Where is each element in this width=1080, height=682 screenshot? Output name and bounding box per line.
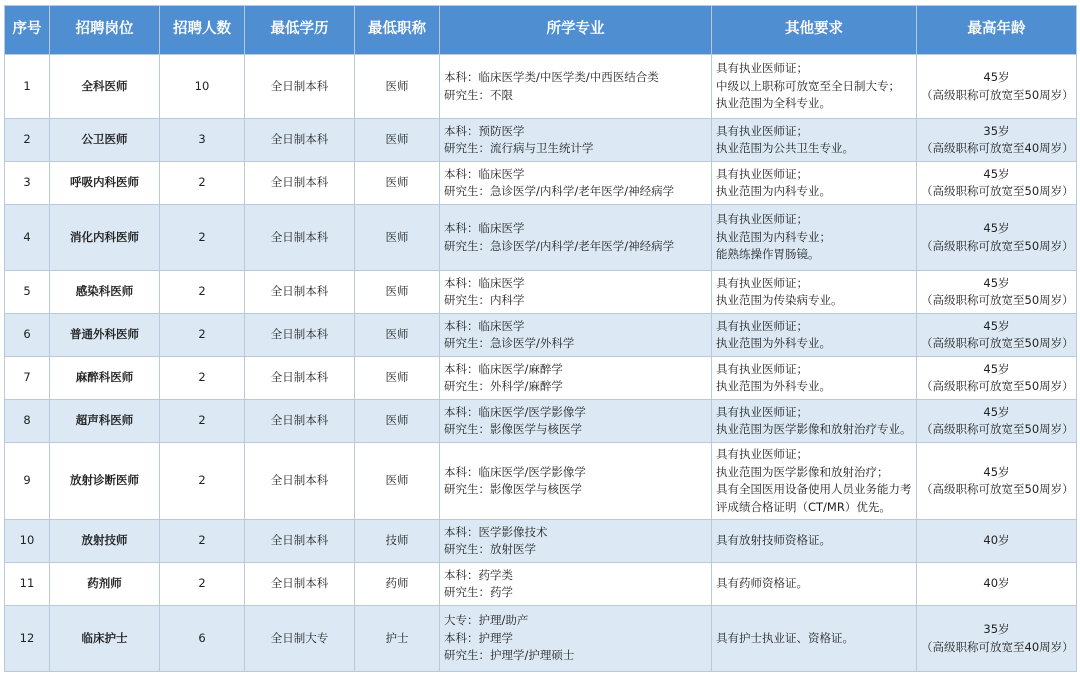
requirement-line: 具有执业医师证；	[716, 361, 808, 376]
age-line: （高级职称可放宽至50周岁）	[921, 87, 1074, 102]
major-line: 本科：临床医学/医学影像学	[444, 404, 586, 419]
age-line: 45岁	[983, 464, 1010, 479]
hire-count: 2	[160, 271, 245, 314]
age-line: 35岁	[983, 622, 1010, 636]
major-line: 本科：药学类	[444, 567, 513, 582]
min-education: 全日制本科	[245, 357, 355, 400]
table-row	[5, 357, 1077, 400]
age-line: （高级职称可放宽至50周岁）	[921, 422, 1074, 436]
age-line: 45岁	[983, 318, 1010, 333]
min-title: 医师	[355, 271, 440, 314]
row-index: 8	[5, 400, 50, 443]
requirement-line: 具有执业医师证；	[716, 404, 808, 419]
min-education: 全日制本科	[245, 443, 355, 520]
major-line: 本科：临床医学	[444, 221, 525, 235]
major-line: 本科：临床医学/麻醉学	[444, 361, 563, 376]
major-line: 研究生：急诊医学/外科学	[444, 336, 575, 350]
major-line: 研究生：内科学	[444, 293, 525, 307]
requirement-line: 执业范围为公共卫生专业。	[716, 141, 854, 155]
max-age-cell	[917, 119, 1077, 162]
major-line: 研究生：药学	[444, 585, 513, 599]
major-cell	[440, 314, 712, 357]
table-row	[5, 443, 1077, 520]
hire-count: 10	[160, 55, 245, 119]
max-age-cell	[917, 205, 1077, 271]
major-line: 大专：护理/助产	[444, 613, 529, 628]
max-age-cell	[917, 606, 1077, 672]
major-line: 本科：预防医学	[444, 123, 525, 138]
position-name: 放射技师	[50, 520, 160, 563]
other-requirements-cell	[712, 119, 917, 162]
hire-count: 2	[160, 357, 245, 400]
position-name: 普通外科医师	[50, 314, 160, 357]
hire-count: 2	[160, 205, 245, 271]
other-requirements-cell	[712, 357, 917, 400]
min-education: 全日制大专	[245, 606, 355, 672]
other-requirements-cell	[712, 205, 917, 271]
header-index: 序号	[5, 6, 50, 55]
major-line: 本科：临床医学/医学影像学	[444, 464, 586, 479]
major-line: 研究生：放射医学	[444, 542, 536, 556]
requirement-line: 执业范围为全科专业。	[716, 96, 831, 111]
min-education: 全日制本科	[245, 400, 355, 443]
major-cell	[440, 55, 712, 119]
age-line: 45岁	[983, 70, 1010, 84]
requirement-line: 具有执业医师证；	[716, 166, 808, 181]
min-title: 医师	[355, 55, 440, 119]
requirement-line: 具有执业医师证；	[716, 447, 808, 461]
min-title: 医师	[355, 314, 440, 357]
min-education: 全日制本科	[245, 162, 355, 205]
requirement-line: 能熟练操作胃肠镜。	[716, 247, 820, 262]
min-title: 医师	[355, 443, 440, 520]
min-education: 全日制本科	[245, 563, 355, 606]
min-title: 药师	[355, 563, 440, 606]
min-title: 医师	[355, 162, 440, 205]
requirement-line: 具有执业医师证；	[716, 318, 808, 333]
other-requirements-cell	[712, 314, 917, 357]
table-row	[5, 563, 1077, 606]
age-line: 45岁	[983, 404, 1010, 419]
major-cell	[440, 162, 712, 205]
requirement-line: 具有药师资格证。	[716, 576, 808, 591]
major-line: 本科：护理学	[444, 630, 513, 645]
row-index: 6	[5, 314, 50, 357]
requirement-line: 评成绩合格证明（CT/MR）优先。	[716, 499, 891, 514]
position-name: 呼吸内科医师	[50, 162, 160, 205]
hire-count: 2	[160, 400, 245, 443]
table-row	[5, 400, 1077, 443]
min-education: 全日制本科	[245, 271, 355, 314]
row-index: 3	[5, 162, 50, 205]
hire-count: 2	[160, 314, 245, 357]
requirement-line: 执业范围为医学影像和放射治疗；	[716, 464, 889, 479]
major-cell	[440, 400, 712, 443]
table-row	[5, 162, 1077, 205]
major-line: 本科：临床医学	[444, 166, 525, 181]
row-index: 7	[5, 357, 50, 400]
header-position: 招聘岗位	[50, 6, 160, 55]
table-row	[5, 271, 1077, 314]
requirement-line: 具有执业医师证；	[716, 123, 808, 138]
age-line: （高级职称可放宽至40周岁）	[921, 639, 1074, 654]
major-line: 研究生：护理学/护理硕士	[444, 648, 575, 663]
requirement-line: 执业范围为外科专业。	[716, 336, 831, 350]
row-index: 9	[5, 443, 50, 520]
age-line: 45岁	[983, 361, 1010, 376]
age-line: （高级职称可放宽至40周岁）	[921, 141, 1074, 155]
min-title: 医师	[355, 205, 440, 271]
position-name: 药剂师	[50, 563, 160, 606]
major-cell	[440, 606, 712, 672]
other-requirements-cell	[712, 520, 917, 563]
max-age-cell	[917, 520, 1077, 563]
position-name: 感染科医师	[50, 271, 160, 314]
max-age-cell	[917, 55, 1077, 119]
major-cell	[440, 563, 712, 606]
header-count: 招聘人数	[160, 6, 245, 55]
hire-count: 6	[160, 606, 245, 672]
other-requirements-cell	[712, 563, 917, 606]
header-title: 最低职称	[355, 6, 440, 55]
major-line: 本科：临床医学	[444, 275, 525, 290]
major-line: 研究生：影像医学与核医学	[444, 482, 582, 496]
major-cell	[440, 271, 712, 314]
min-education: 全日制本科	[245, 314, 355, 357]
age-line: 40岁	[983, 533, 1010, 548]
requirement-line: 具有执业医师证；	[716, 61, 808, 76]
position-name: 放射诊断医师	[50, 443, 160, 520]
table-row	[5, 606, 1077, 672]
header-education: 最低学历	[245, 6, 355, 55]
header-row	[5, 6, 1077, 55]
major-line: 本科：医学影像技术	[444, 524, 548, 539]
max-age-cell	[917, 563, 1077, 606]
other-requirements-cell	[712, 162, 917, 205]
min-title: 医师	[355, 400, 440, 443]
row-index: 1	[5, 55, 50, 119]
major-line: 本科：临床医学类/中医学类/中西医结合类	[444, 70, 659, 84]
row-index: 10	[5, 520, 50, 563]
major-cell	[440, 119, 712, 162]
hire-count: 2	[160, 563, 245, 606]
age-line: （高级职称可放宽至50周岁）	[921, 238, 1074, 253]
other-requirements-cell	[712, 271, 917, 314]
hire-count: 2	[160, 443, 245, 520]
max-age-cell	[917, 271, 1077, 314]
requirement-line: 执业范围为外科专业。	[716, 379, 831, 393]
max-age-cell	[917, 443, 1077, 520]
age-line: 35岁	[983, 123, 1010, 138]
min-education: 全日制本科	[245, 205, 355, 271]
other-requirements-cell	[712, 443, 917, 520]
recruitment-table	[4, 5, 1077, 672]
major-line: 研究生：急诊医学/内科学/老年医学/神经病学	[444, 184, 675, 198]
position-name: 消化内科医师	[50, 205, 160, 271]
requirement-line: 执业范围为传染病专业。	[716, 293, 843, 307]
requirement-line: 具有全国医用设备使用人员业务能力考	[716, 482, 912, 496]
header-major: 所学专业	[440, 6, 712, 55]
position-name: 公卫医师	[50, 119, 160, 162]
max-age-cell	[917, 314, 1077, 357]
position-name: 临床护士	[50, 606, 160, 672]
min-education: 全日制本科	[245, 119, 355, 162]
other-requirements-cell	[712, 55, 917, 119]
min-title: 护士	[355, 606, 440, 672]
age-line: （高级职称可放宽至50周岁）	[921, 336, 1074, 350]
major-cell	[440, 443, 712, 520]
max-age-cell	[917, 162, 1077, 205]
row-index: 2	[5, 119, 50, 162]
min-title: 医师	[355, 357, 440, 400]
major-line: 本科：临床医学	[444, 318, 525, 333]
major-line: 研究生：流行病与卫生统计学	[444, 141, 594, 155]
major-line: 研究生：不限	[444, 87, 513, 102]
header-age: 最高年龄	[917, 6, 1077, 55]
max-age-cell	[917, 400, 1077, 443]
min-title: 医师	[355, 119, 440, 162]
requirement-line: 执业范围为内科专业；	[716, 229, 831, 244]
requirement-line: 具有执业医师证；	[716, 275, 808, 290]
major-line: 研究生：影像医学与核医学	[444, 422, 582, 436]
min-title: 技师	[355, 520, 440, 563]
position-name: 麻醉科医师	[50, 357, 160, 400]
table-row	[5, 119, 1077, 162]
requirement-line: 具有放射技师资格证。	[716, 533, 831, 548]
requirement-line: 中级以上职称可放宽至全日制大专；	[716, 78, 900, 93]
table-row	[5, 314, 1077, 357]
age-line: （高级职称可放宽至50周岁）	[921, 379, 1074, 393]
other-requirements-cell	[712, 400, 917, 443]
header-other: 其他要求	[712, 6, 917, 55]
row-index: 4	[5, 205, 50, 271]
requirement-line: 具有执业医师证；	[716, 212, 808, 227]
major-cell	[440, 357, 712, 400]
max-age-cell	[917, 357, 1077, 400]
table-row	[5, 205, 1077, 271]
requirement-line: 执业范围为内科专业。	[716, 184, 831, 198]
row-index: 12	[5, 606, 50, 672]
min-education: 全日制本科	[245, 55, 355, 119]
age-line: （高级职称可放宽至50周岁）	[921, 293, 1074, 307]
requirement-line: 执业范围为医学影像和放射治疗专业。	[716, 422, 912, 436]
other-requirements-cell	[712, 606, 917, 672]
hire-count: 2	[160, 162, 245, 205]
major-line: 研究生：外科学/麻醉学	[444, 379, 563, 393]
age-line: 45岁	[983, 166, 1010, 181]
position-name: 全科医师	[50, 55, 160, 119]
row-index: 11	[5, 563, 50, 606]
requirement-line: 具有护士执业证、资格证。	[716, 630, 854, 645]
age-line: 45岁	[983, 275, 1010, 290]
age-line: 40岁	[983, 576, 1010, 591]
table-row	[5, 55, 1077, 119]
hire-count: 3	[160, 119, 245, 162]
hire-count: 2	[160, 520, 245, 563]
major-cell	[440, 205, 712, 271]
age-line: 45岁	[983, 221, 1010, 235]
min-education: 全日制本科	[245, 520, 355, 563]
row-index: 5	[5, 271, 50, 314]
major-cell	[440, 520, 712, 563]
age-line: （高级职称可放宽至50周岁）	[921, 184, 1074, 198]
table-row	[5, 520, 1077, 563]
age-line: （高级职称可放宽至50周岁）	[921, 482, 1074, 496]
major-line: 研究生：急诊医学/内科学/老年医学/神经病学	[444, 238, 675, 253]
position-name: 超声科医师	[50, 400, 160, 443]
